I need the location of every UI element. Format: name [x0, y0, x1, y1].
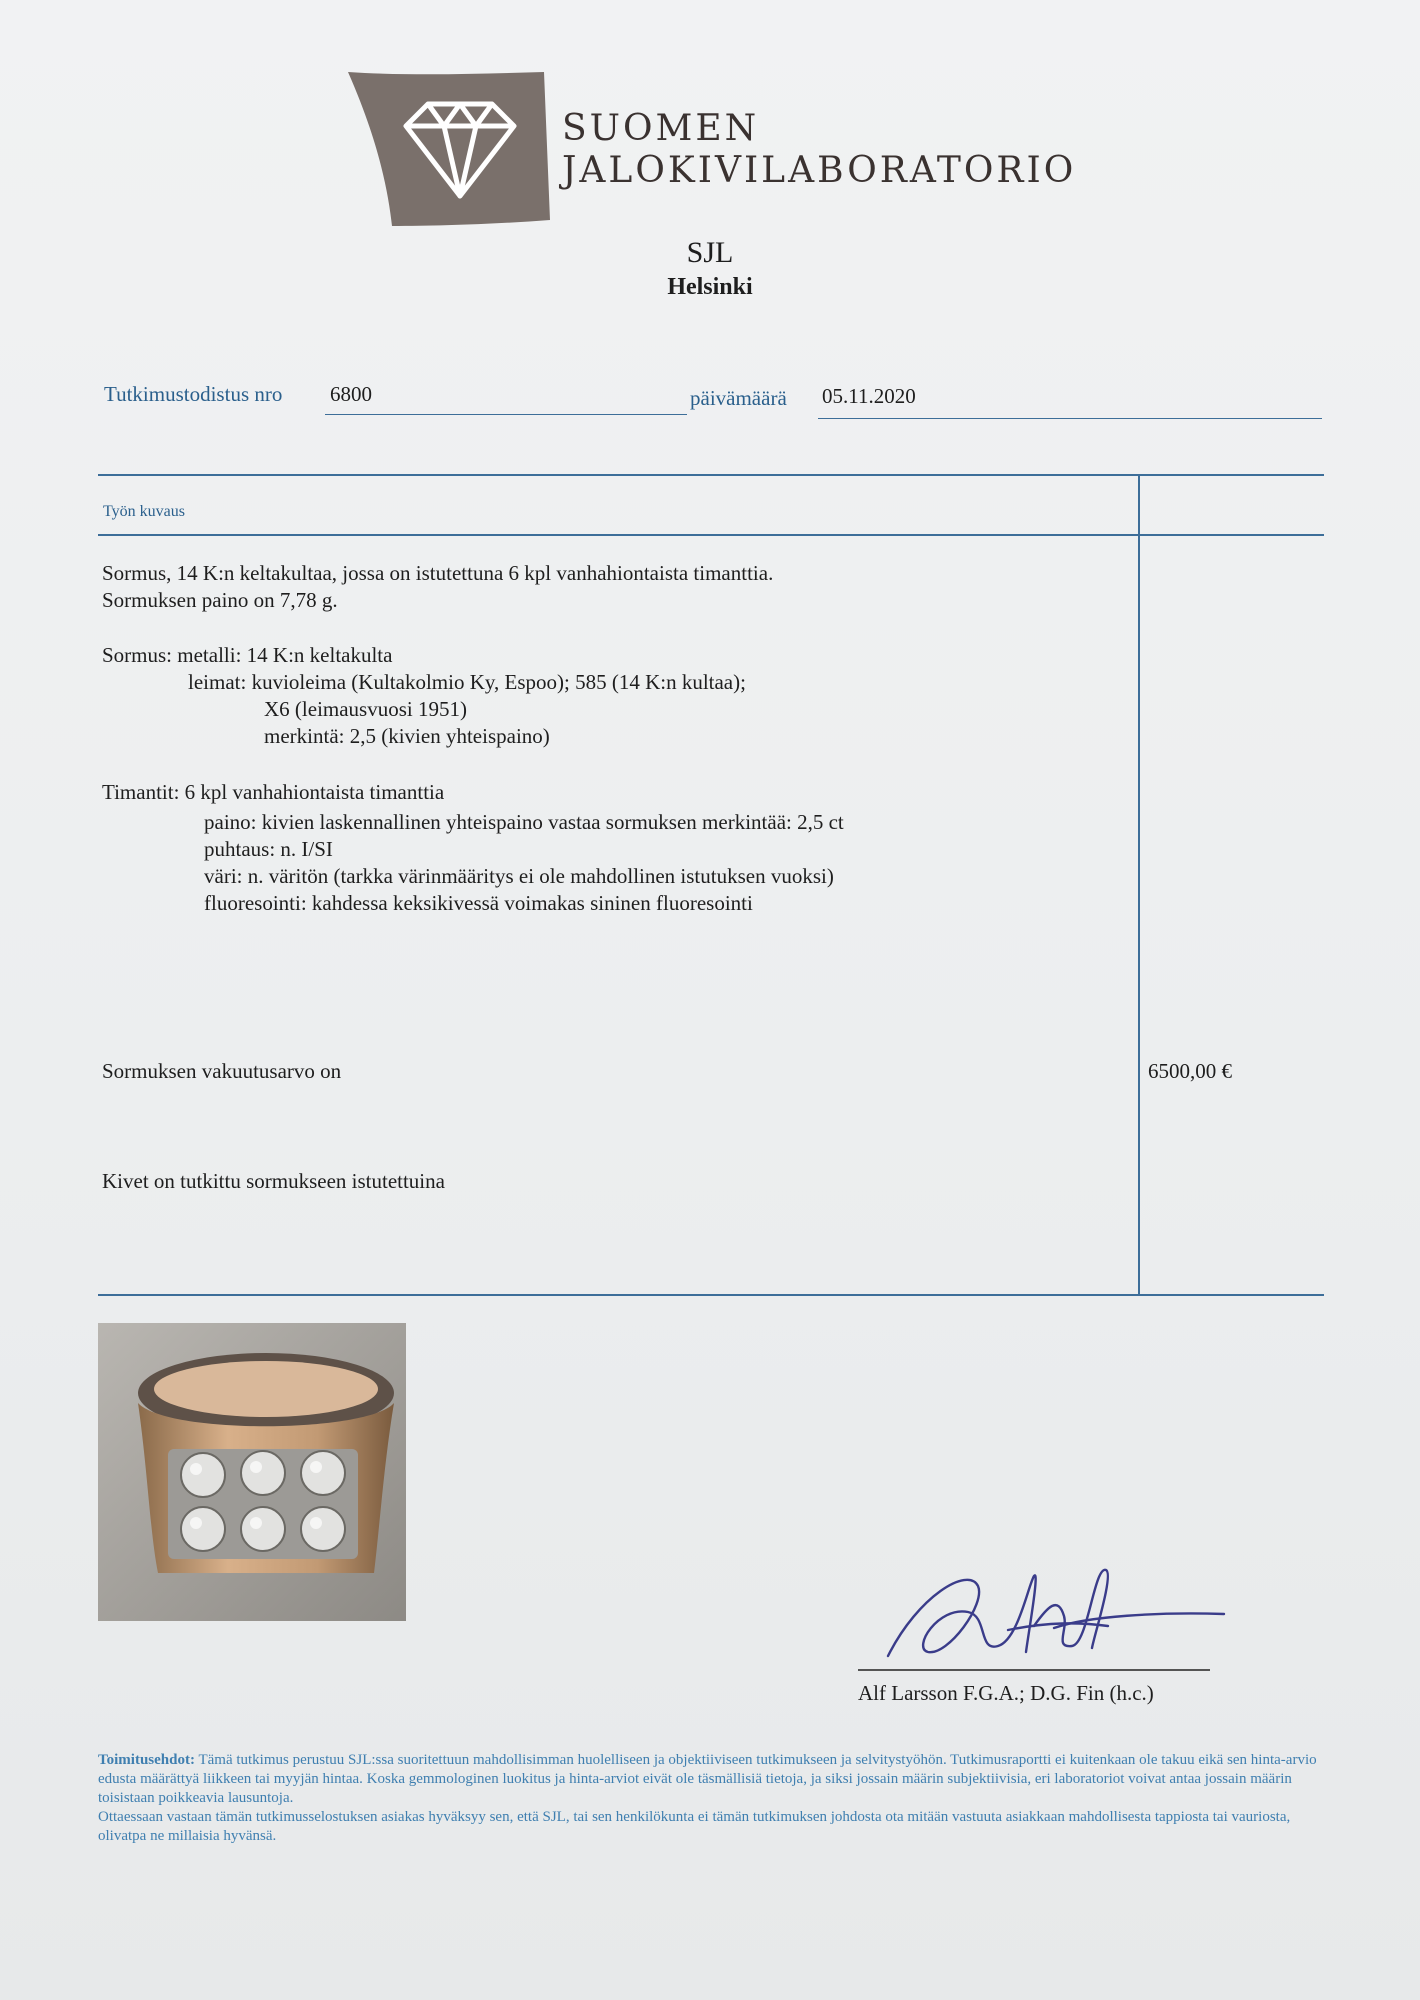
ring-stamps: leimat: kuvioleima (Kultakolmio Ky, Espoo); 585 (14 K:n kultaa); [188, 670, 746, 694]
signatory-name: Alf Larsson F.G.A.; D.G. Fin (h.c.) [858, 1681, 1154, 1705]
insurance-value-amount: 6500,00 € [1148, 1059, 1232, 1083]
terms-paragraph-2: Ottaessaan vastaan tämän tutkimusselostuksen asiakas hyväksyy sen, että SJL, tai sen henkilökunta ei tämän tutkimuksen johdosta ota mitään vastuuta asiakkaan mahdollisesta tappiosta tai vauriosta, olivatpa ne millaisia hyvänsä. [98, 1809, 1291, 1844]
diamonds-fluorescence: fluoresointi: kahdessa keksikivessä voimakas sininen fluoresointi [204, 891, 753, 915]
certificate-number-value: 6800 [330, 382, 372, 406]
terms-heading: Toimitusehdot: [98, 1752, 195, 1768]
terms-paragraph-1 [98, 1751, 1334, 1808]
terms-text [98, 1751, 1334, 1846]
ring-marking: merkintä: 2,5 (kivien yhteispaino) [264, 724, 550, 748]
logo-line-1: SUOMEN [562, 108, 760, 149]
diamonds-color: väri: n. väritön (tarkka värinmääritys ei ole mahdollinen istutuksen vuoksi) [204, 864, 834, 888]
ring-photo [98, 1323, 406, 1621]
insurance-value-label: Sormuksen vakuutusarvo on [102, 1059, 342, 1083]
description-line-1: Sormus, 14 K:n keltakultaa, jossa on istutettuna 6 kpl vanhahiontaista timanttia. [102, 561, 774, 585]
logo-line-2: JALOKIVILABORATORIO [562, 150, 1077, 191]
table-column-divider [1138, 474, 1140, 1296]
date-value: 05.11.2020 [822, 384, 916, 408]
work-description-heading: Työn kuvaus [103, 503, 185, 520]
table-bottom-rule [98, 1294, 1324, 1296]
date-underline [818, 418, 1322, 419]
table-header-rule [98, 534, 1324, 536]
terms-body: Tämä tutkimus perustuu SJL:ssa suoritettuun mahdollisimman huolelliseen ja objektiiviseen tutkimukseen ja selvitystyöhön. Tutkimusraportti ei kuitenkaan ole takuu eikä sen hinta-arvio edusta määrättyä liikkeen tai myyjän hintaa. Koska gemmologinen luokitus ja hinta-arviot eivät ole täsmällisiä tietoja, ja siksi jossain määrin subjektiivisia, eri laboratoriot voivat antaa jossain määrin toisistaan poikkeavia lausuntoja. [98, 1752, 1317, 1806]
table-top-rule [98, 474, 1324, 476]
ring-year-stamp: X6 (leimausvuosi 1951) [264, 697, 467, 721]
lab-city: Helsinki [667, 274, 753, 300]
signature [858, 1556, 1238, 1676]
description-line-2: Sormuksen paino on 7,78 g. [102, 588, 338, 612]
ring-metal: Sormus: metalli: 14 K:n keltakulta [102, 643, 393, 667]
certificate-number-label: Tutkimustodistus nro [104, 382, 283, 406]
diamonds-clarity: puhtaus: n. I/SI [204, 837, 333, 861]
diamonds-weight: paino: kivien laskennallinen yhteispaino vastaa sormuksen merkintää: 2,5 ct [204, 810, 844, 834]
lab-abbreviation: SJL [686, 236, 734, 269]
date-label: päivämäärä [690, 386, 787, 410]
diamonds-summary: Timantit: 6 kpl vanhahiontaista timanttia [102, 780, 445, 804]
diamond-logo-icon [348, 70, 550, 228]
number-underline [325, 414, 687, 415]
examination-note: Kivet on tutkittu sormukseen istutettuina [102, 1169, 445, 1193]
